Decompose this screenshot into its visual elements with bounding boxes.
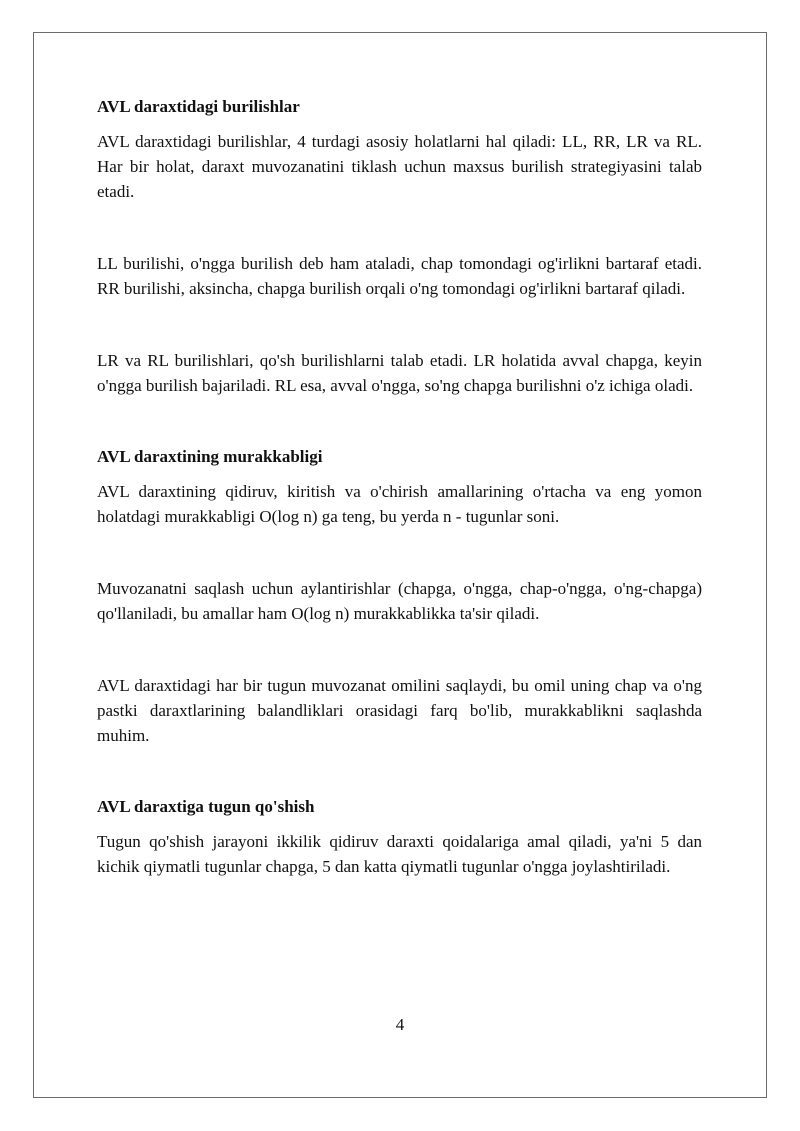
paragraph-balance-factor: AVL daraxtidagi har bir tugun muvozanat omilini saqlaydi, bu omil uning chap va o'ng pastki daraxtlarining balandliklari orasidagi farq bo'lib, murakkablikni saqlashda muhim. [97, 676, 702, 745]
section-heading-insertion: AVL daraxtiga tugun qo'shish [97, 797, 315, 816]
paragraph-ll-rr: LL burilishi, o'ngga burilish deb ham ataladi, chap tomondagi og'irlikni bartaraf etadi. RR burilishi, aksincha, chapga burilish orqali o'ng tomondagi og'irlikni bartaraf qiladi. [97, 254, 702, 298]
paragraph-rotations-intro: AVL daraxtidagi burilishlar, 4 turdagi asosiy holatlarni hal qiladi: LL, RR, LR va RL. Har bir holat, daraxt muvozanatini tiklash uchun maxsus burilish strategiyasini talab etadi. [97, 132, 702, 201]
paragraph-balancing: Muvozanatni saqlash uchun aylantirishlar (chapga, o'ngga, chap-o'ngga, o'ng-chapga) qo'llaniladi, bu amallar ham O(log n) murakkablikka ta'sir qiladi. [97, 579, 702, 623]
section-heading-rotations: AVL daraxtidagi burilishlar [97, 97, 300, 116]
paragraph-complexity: AVL daraxtining qidiruv, kiritish va o'chirish amallarining o'rtacha va eng yomon holatdagi murakkabligi O(log n) ga teng, bu yerda n - tugunlar soni. [97, 482, 702, 526]
document-body [97, 95, 702, 879]
paragraph-lr-rl: LR va RL burilishlari, qo'sh burilishlarni talab etadi. LR holatida avval chapga, keyin o'ngga burilish bajariladi. RL esa, avval o'ngga, so'ng chapga burilishni o'z ichiga oladi. [97, 351, 702, 395]
paragraph-insertion: Tugun qo'shish jarayoni ikkilik qidiruv daraxti qoidalariga amal qiladi, ya'ni 5 dan kichik qiymatli tugunlar chapga, 5 dan katta qiymatli tugunlar o'ngga joylashtiriladi. [97, 832, 702, 876]
section-heading-complexity: AVL daraxtining murakkabligi [97, 447, 323, 466]
page-number: 4 [395, 1015, 405, 1034]
